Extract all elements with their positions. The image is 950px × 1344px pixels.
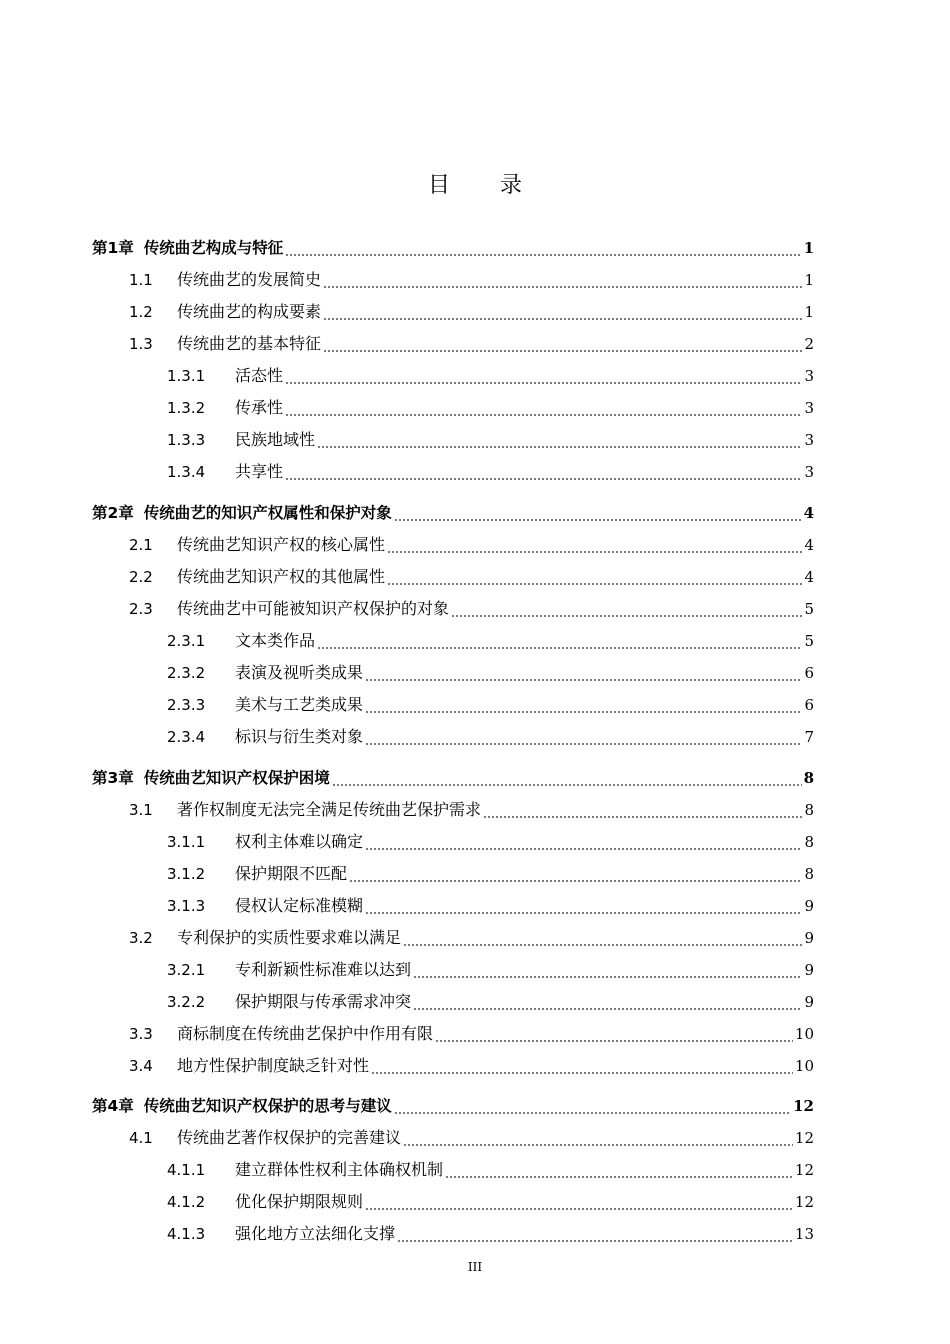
dot-leader [323, 300, 802, 325]
toc-entry-number: 1.3.2 [167, 399, 206, 417]
toc-subsection-row[interactable] [0, 629, 950, 653]
toc-entry-number: 第4章 [92, 1097, 134, 1115]
toc-entry-number: 3.1 [129, 801, 153, 819]
toc-entry-page: 5 [804, 600, 814, 618]
toc-entry-page: 9 [804, 929, 814, 947]
toc-entry-number: 1.3.4 [167, 463, 206, 481]
toc-entry-title: 权利主体难以确定 [235, 832, 364, 851]
toc-entry-number: 3.1.1 [167, 833, 206, 851]
toc-entry-title: 建立群体性权利主体确权机制 [235, 1160, 444, 1179]
toc-subsection-row[interactable] [0, 460, 950, 484]
toc-entry-title: 专利保护的实质性要求难以满足 [177, 928, 402, 947]
toc-entry-page: 10 [794, 1025, 814, 1043]
dot-leader [413, 958, 802, 983]
toc-entry-page: 1 [803, 239, 814, 257]
toc-title-right: 录 [500, 173, 523, 198]
toc-subsection-row[interactable] [0, 990, 950, 1014]
toc-subsection-row[interactable] [0, 1190, 950, 1214]
toc-entry-page: 12 [793, 1097, 814, 1115]
toc-entry-title: 共享性 [235, 462, 284, 481]
toc-section-row[interactable] [0, 565, 950, 589]
toc-entry-title: 传统曲艺知识产权保护的思考与建议 [143, 1097, 392, 1115]
toc-entry-title: 美术与工艺类成果 [235, 695, 364, 714]
toc-entry-page: 9 [804, 961, 814, 979]
dot-leader [445, 1158, 793, 1183]
toc-entry-page: 12 [794, 1161, 814, 1179]
toc-entry-title: 传统曲艺知识产权的核心属性 [177, 535, 386, 554]
toc-section-row[interactable] [0, 1126, 950, 1150]
dot-leader [397, 1222, 793, 1247]
dot-leader [332, 766, 802, 791]
toc-entry-number: 4.1 [129, 1129, 153, 1147]
toc-section-row[interactable] [0, 1022, 950, 1046]
dot-leader [365, 830, 802, 855]
toc-title-left: 目 [427, 173, 450, 198]
toc-entry-title: 传统曲艺的知识产权属性和保护对象 [143, 504, 392, 522]
toc-entry-number: 3.4 [129, 1057, 153, 1075]
toc-subsection-row[interactable] [0, 1158, 950, 1182]
dot-leader [323, 268, 802, 293]
toc-entry-number: 2.3.2 [167, 664, 206, 682]
toc-entry-number: 第3章 [92, 769, 134, 787]
toc-entry-page: 1 [804, 271, 814, 289]
toc-entry-page: 8 [803, 769, 814, 787]
toc-entry-number: 第2章 [92, 504, 134, 522]
toc-entry-number: 2.3.4 [167, 728, 206, 746]
toc-entry-number: 4.1.2 [167, 1193, 206, 1211]
toc-subsection-row[interactable] [0, 958, 950, 982]
dot-leader [285, 460, 802, 485]
toc-subsection-row[interactable] [0, 693, 950, 717]
toc-entry-title: 标识与衍生类对象 [235, 727, 364, 746]
dot-leader [285, 364, 802, 389]
toc-entry-title: 传统曲艺构成与特征 [143, 239, 284, 257]
toc-chapter-row[interactable] [0, 236, 950, 260]
toc-entry-title: 保护期限不匹配 [235, 864, 348, 883]
toc-chapter-row[interactable] [0, 1094, 950, 1118]
toc-entry-title: 传统曲艺中可能被知识产权保护的对象 [177, 599, 450, 618]
toc-subsection-row[interactable] [0, 830, 950, 854]
toc-entry-number: 1.2 [129, 303, 153, 321]
dot-leader [365, 725, 802, 750]
toc-entry-title: 强化地方立法细化支撑 [235, 1224, 396, 1243]
toc-entry-page: 4 [804, 568, 814, 586]
toc-entry-page: 5 [804, 632, 814, 650]
toc-entry-title: 表演及视听类成果 [235, 663, 364, 682]
toc-entry-page: 8 [804, 865, 814, 883]
toc-entry-title: 传统曲艺的基本特征 [177, 334, 322, 353]
toc-section-row[interactable] [0, 300, 950, 324]
toc-subsection-row[interactable] [0, 428, 950, 452]
toc-entry-title: 民族地域性 [235, 430, 316, 449]
toc-entry-number: 2.2 [129, 568, 153, 586]
toc-entry-page: 3 [804, 367, 814, 385]
toc-chapter-row[interactable] [0, 766, 950, 790]
toc-subsection-row[interactable] [0, 396, 950, 420]
toc-entry-number: 4.1.1 [167, 1161, 206, 1179]
toc-entry-title: 传承性 [235, 398, 284, 417]
page-number: III [467, 1260, 483, 1274]
toc-entry-number: 4.1.3 [167, 1225, 206, 1243]
toc-entry-title: 商标制度在传统曲艺保护中作用有限 [177, 1024, 434, 1043]
dot-leader [285, 236, 801, 261]
toc-entry-page: 3 [804, 431, 814, 449]
toc-chapter-row[interactable] [0, 501, 950, 525]
dot-leader [413, 990, 802, 1015]
toc-entry-number: 1.3 [129, 335, 153, 353]
toc-entry-page: 7 [804, 728, 814, 746]
toc-entry-title: 传统曲艺的发展简史 [177, 270, 322, 289]
dot-leader [365, 894, 802, 919]
toc-entry-page: 13 [794, 1225, 814, 1243]
toc-entry-title: 传统曲艺知识产权保护困境 [143, 769, 330, 787]
dot-leader [403, 1126, 793, 1151]
toc-entry-number: 3.1.3 [167, 897, 206, 915]
toc-entry-page: 4 [803, 504, 814, 522]
toc-entry-page: 4 [804, 536, 814, 554]
toc-entry-page: 10 [794, 1057, 814, 1075]
dot-leader [323, 332, 802, 357]
toc-section-row[interactable] [0, 597, 950, 621]
toc-entry-title: 地方性保护制度缺乏针对性 [177, 1056, 370, 1075]
dot-leader [387, 565, 802, 590]
dot-leader [349, 862, 802, 887]
dot-leader [365, 661, 802, 686]
toc-entry-page: 9 [804, 993, 814, 1011]
dot-leader [371, 1054, 793, 1079]
toc-section-row[interactable] [0, 1054, 950, 1078]
toc-section-row[interactable] [0, 332, 950, 356]
toc-entry-title: 传统曲艺的构成要素 [177, 302, 322, 321]
toc-entry-page: 12 [794, 1129, 814, 1147]
toc-entry-title: 保护期限与传承需求冲突 [235, 992, 412, 1011]
toc-entry-page: 6 [804, 696, 814, 714]
toc-section-row[interactable] [0, 268, 950, 292]
toc-entry-number: 3.1.2 [167, 865, 206, 883]
toc-entry-number: 2.3 [129, 600, 153, 618]
toc-entry-number: 3.3 [129, 1025, 153, 1043]
toc-entry-title: 活态性 [235, 366, 284, 385]
toc-entry-page: 3 [804, 463, 814, 481]
toc-entry-title: 侵权认定标准模糊 [235, 896, 364, 915]
dot-leader [394, 1094, 791, 1119]
toc-entry-title: 传统曲艺知识产权的其他属性 [177, 567, 386, 586]
toc-section-row[interactable] [0, 798, 950, 822]
toc-subsection-row[interactable] [0, 364, 950, 388]
dot-leader [483, 798, 802, 823]
dot-leader [435, 1022, 793, 1047]
toc-entry-title: 专利新颖性标准难以达到 [235, 960, 412, 979]
toc-subsection-row[interactable] [0, 894, 950, 918]
dot-leader [317, 629, 802, 654]
dot-leader [394, 501, 802, 526]
toc-entry-page: 8 [804, 833, 814, 851]
toc-section-row[interactable] [0, 926, 950, 950]
toc-entry-number: 2.3.1 [167, 632, 206, 650]
toc-entry-page: 2 [804, 335, 814, 353]
toc-entry-page: 3 [804, 399, 814, 417]
toc-entry-page: 6 [804, 664, 814, 682]
toc-subsection-row[interactable] [0, 1222, 950, 1246]
toc-entry-title: 文本类作品 [235, 631, 316, 650]
dot-leader [387, 533, 802, 558]
toc-entry-title: 传统曲艺著作权保护的完善建议 [177, 1128, 402, 1147]
toc-entry-title: 优化保护期限规则 [235, 1192, 364, 1211]
toc-entry-title: 著作权制度无法完全满足传统曲艺保护需求 [177, 800, 482, 819]
toc-entry-number: 3.2.1 [167, 961, 206, 979]
toc-entry-page: 9 [804, 897, 814, 915]
toc-subsection-row[interactable] [0, 661, 950, 685]
dot-leader [317, 428, 802, 453]
dot-leader [365, 1190, 793, 1215]
toc-entry-page: 12 [794, 1193, 814, 1211]
toc-subsection-row[interactable] [0, 725, 950, 749]
toc-section-row[interactable] [0, 533, 950, 557]
toc-entry-number: 1.3.3 [167, 431, 206, 449]
toc-entry-number: 1.3.1 [167, 367, 206, 385]
dot-leader [365, 693, 802, 718]
toc-entry-number: 2.3.3 [167, 696, 206, 714]
toc-entry-number: 3.2.2 [167, 993, 206, 1011]
toc-entry-number: 3.2 [129, 929, 153, 947]
toc-entry-number: 2.1 [129, 536, 153, 554]
dot-leader [285, 396, 802, 421]
dot-leader [403, 926, 802, 951]
toc-subsection-row[interactable] [0, 862, 950, 886]
toc-entry-number: 第1章 [92, 239, 134, 257]
toc-entry-page: 1 [804, 303, 814, 321]
dot-leader [451, 597, 802, 622]
toc-entry-page: 8 [804, 801, 814, 819]
toc-entry-number: 1.1 [129, 271, 153, 289]
